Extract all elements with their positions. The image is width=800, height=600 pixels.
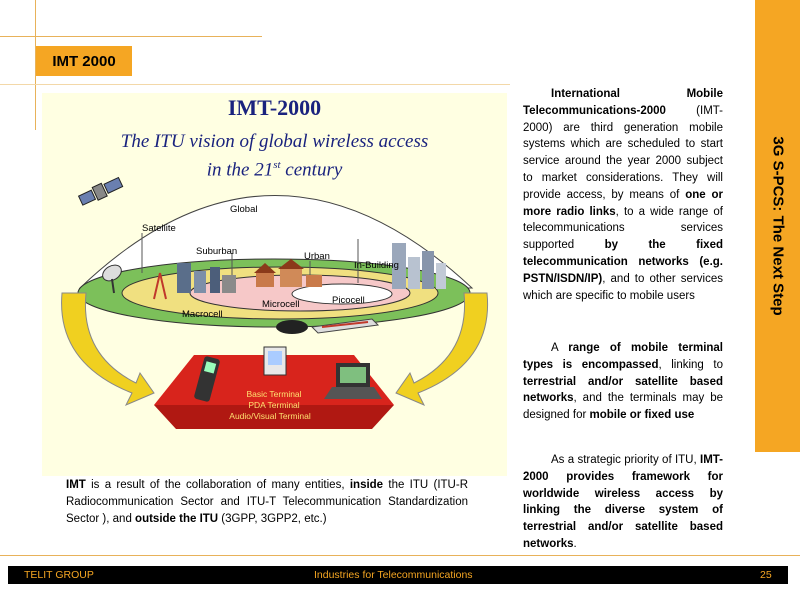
paragraph-terminal-types — [523, 340, 723, 424]
side-title: 3G S-PCS: The Next Step — [769, 136, 786, 316]
subtitle-line2-post: century — [280, 159, 343, 181]
footer-bar — [8, 566, 788, 584]
figure-title: IMT-2000 — [227, 95, 322, 120]
terminal-label-basic: Basic Terminal — [246, 389, 302, 399]
p2-text-3: , linking to — [658, 358, 723, 371]
label-picocell: Picocell — [332, 295, 365, 306]
section-tag: IMT 2000 — [36, 46, 132, 76]
label-global: Global — [230, 204, 258, 215]
pda-icon — [264, 347, 286, 375]
label-microcell: Microcell — [262, 299, 300, 310]
paragraph-strategic-priority — [523, 452, 723, 553]
side-title-tab — [755, 0, 800, 452]
p1-text-2: (IMT-2000) are third generation mobile systems which are scheduled to start service around the year 2000 subject to market considerations. They will provide access, by means of — [523, 104, 723, 201]
top-rule — [0, 36, 262, 37]
paragraph-imt2000-definition — [523, 86, 723, 304]
subtitle-line2-pre: in the 21 — [206, 159, 274, 181]
p1-bold-3: one or more radio links — [523, 188, 723, 218]
car-icon — [276, 320, 308, 334]
label-urban: Urban — [304, 251, 330, 262]
p2-text-1: A — [551, 342, 569, 354]
header-rule — [0, 84, 510, 85]
label-suburban: Suburban — [196, 246, 238, 257]
p3-text-1: As a strategic priority of ITU, — [551, 454, 700, 466]
p1-bold-1: International Mobile Telecommunications-2000 — [523, 88, 723, 117]
imt2000-figure — [42, 93, 507, 476]
figure-subtitle-line1: The ITU vision of global wireless access — [120, 131, 429, 152]
p2-text-5: , and the terminals may be designed for — [523, 392, 723, 422]
footer-company: TELIT GROUP — [24, 569, 94, 581]
p1-text-6: , and to other services which are specific to mobile users — [523, 272, 723, 302]
p4-bold-3: inside — [349, 479, 384, 491]
p4-text-2: is a result of the collaboration of many entities, — [85, 479, 350, 491]
p4-bold-5: outside the ITU — [135, 512, 219, 525]
label-in-building: In-Building — [354, 260, 399, 271]
p2-bold-6: mobile or fixed use — [589, 409, 695, 422]
p3-text-3: . — [573, 537, 577, 550]
terminal-label-pda: PDA Terminal — [248, 400, 300, 410]
label-macrocell: Macrocell — [182, 309, 223, 320]
p4-text-6: (3GPP, 3GPP2, etc.) — [218, 512, 327, 525]
footer-tagline: Industries for Telecommunications — [314, 569, 473, 581]
p4-text-4: the ITU (ITU-R Radiocommunication Sector and ITU-T Telecommunication Standardization Sector ), and — [66, 479, 468, 525]
p3-bold-2: IMT-2000 provides framework for worldwide wireless access by linking the diverse system of terrestrial and/or satellite based networks — [523, 454, 723, 550]
subtitle-line2-sup: st — [273, 159, 281, 171]
p2-bold-4: terrestrial and/or satellite based networks — [523, 375, 723, 405]
bottom-rule — [0, 555, 800, 556]
p2-bold-2: range of mobile terminal types is encompassed — [523, 342, 724, 371]
satellite-icon — [78, 176, 124, 207]
network-diagram — [42, 93, 507, 476]
paragraph-collaboration — [66, 477, 468, 527]
p4-bold-1: IMT — [66, 479, 86, 491]
terminal-label-av: Audio/Visual Terminal — [229, 411, 311, 421]
p1-bold-5: by the fixed telecommunication networks (e.g. PSTN/ISDN/IP) — [523, 239, 723, 285]
page-number: 25 — [760, 569, 772, 581]
label-satellite: Satellite — [142, 223, 176, 234]
p1-text-4: , to a wide range of telecommunications services supported — [523, 205, 723, 252]
